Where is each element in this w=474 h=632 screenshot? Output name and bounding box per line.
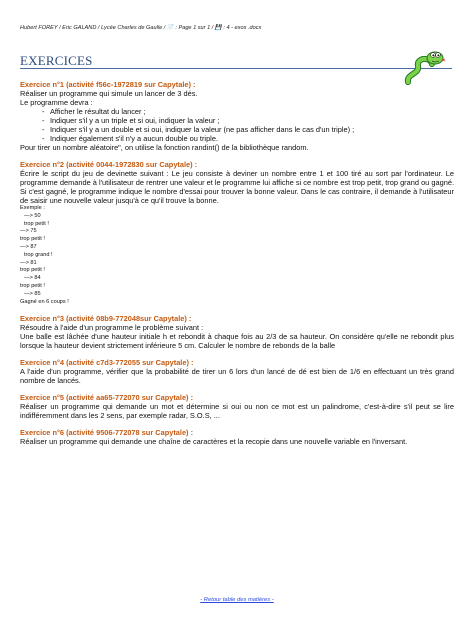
exercise-paragraph: Écrire le script du jeu de devinette suivant : Le jeu consiste à deviner un nombre entre 1 et 100 tiré au sort par l'ordinateur. Le programme demande à l'utilisateur de rentrer une valeur et le programme lui affiche si ce nombre est trop petit, trop grand ou gagné. Si c'est gagné, le programme indique le nombre d'essai pour trouver la bonne valeur. Dans le cas contraire, il demande à l'utilisateur de saisir une nouvelle valeur jusqu'à ce qu'il trouve la bonne.: [20, 169, 454, 205]
example-line: —> 84: [24, 275, 41, 282]
example-line: —> 85: [24, 290, 41, 297]
exercise-paragraph: Une balle est lâchée d'une hauteur initiale h et rebondit à chaque fois au 2/3 de sa hauteur. On considère qu'elle ne rebondit plus lorsque la hauteur devient strictement inférieure 5 cm. Calculer le nombre de rebonds de la balle: [20, 332, 454, 351]
exercise-paragraph: Réaliser un programme qui demande une chaîne de caractères et la recopie dans une nouvelle variable en l'inversant.: [20, 437, 408, 447]
table-of-contents-link[interactable]: - Retour table des matières -: [200, 597, 274, 603]
exercise-line: Pour tirer un nombre aléatoire", on utilise la fonction randint() de la bibliothèque random.: [20, 143, 309, 152]
bullet-item: - Afficher le résultat du lancer ;: [20, 107, 454, 116]
example-line: trop grand !: [24, 251, 53, 258]
title-divider: [20, 68, 452, 69]
exercise-5: [20, 393, 454, 420]
example-line: trop petit !: [20, 236, 45, 243]
exercise-2: [20, 160, 454, 306]
example-line: trop petit !: [24, 220, 49, 227]
exercise-title: Exercice n°6 (activité 9506-772078 sur Capytale) :: [20, 428, 194, 438]
example-line: —> 81: [20, 259, 37, 266]
exercise-1: [20, 80, 454, 152]
page-header: Hubert FOREY / Eric GALAND / Lycée Charles de Gaulle / 📄 : Page 1 sur 1 / 💾 : 4 - exos .docx: [20, 25, 262, 31]
bullet-item: - Indiquer s'il y a un triple et si oui, indiquer la valeur ;: [20, 116, 454, 125]
bullet-item: - Indiquer également s'il n'y a aucun double ou triple.: [20, 134, 454, 143]
exercise-title: Exercice n°1 (activité f56c-1972819 sur Capytale) :: [20, 80, 196, 89]
example-line: —> 75: [20, 228, 37, 235]
exercises-content: [20, 80, 454, 454]
exercise-line: Réaliser un programme qui simule un lancer de 3 dés.: [20, 89, 198, 98]
page-title: EXERCICES: [20, 53, 93, 68]
exercise-title: Exercice n°5 (activité aa65-772070 sur Capytale) :: [20, 393, 194, 403]
exercise-paragraph: Réaliser un programme qui demande un mot et détermine si oui ou non ce mot est un palindrome, c'est-à-dire s'il peut se lire indifféremment dans les 2 sens, par exemple radar, S.O.S, ...: [20, 402, 454, 421]
exercise-3: [20, 314, 454, 350]
exercise-4: [20, 358, 454, 385]
exercise-6: [20, 428, 454, 446]
exercise-line: Résoudre à l'aide d'un programme le problème suivant :: [20, 323, 204, 333]
exercise-line: Le programme devra :: [20, 98, 93, 107]
example-line: Exemple :: [20, 205, 45, 211]
exercise-title: Exercice n°4 (activité c7d3-772055 sur Capytale) :: [20, 358, 194, 368]
exercise-paragraph: A l'aide d'un programme, vérifier que la probabilité de tirer un 6 lors d'un lancé de dé est bien de 1/6 en effectuant un très grand nombre de lancés.: [20, 367, 454, 386]
bullet-item: - Indiquer s'il y a un double et si oui, indiquer la valeur (ne pas afficher dans le cas d'un triple) ;: [20, 125, 454, 134]
example-line: —> 50: [24, 212, 41, 219]
example-line: trop petit !: [20, 282, 45, 289]
exercise-title: Exercice n°3 (activité 08b9-772048sur Capytale) :: [20, 314, 192, 324]
example-line: Gagné en 6 coups !: [20, 298, 69, 305]
example-line: trop petit !: [20, 267, 45, 274]
example-line: —> 87: [20, 243, 37, 250]
exercise-title: Exercice n°2 (activité 0044-1972830 sur Capytale) :: [20, 160, 198, 169]
